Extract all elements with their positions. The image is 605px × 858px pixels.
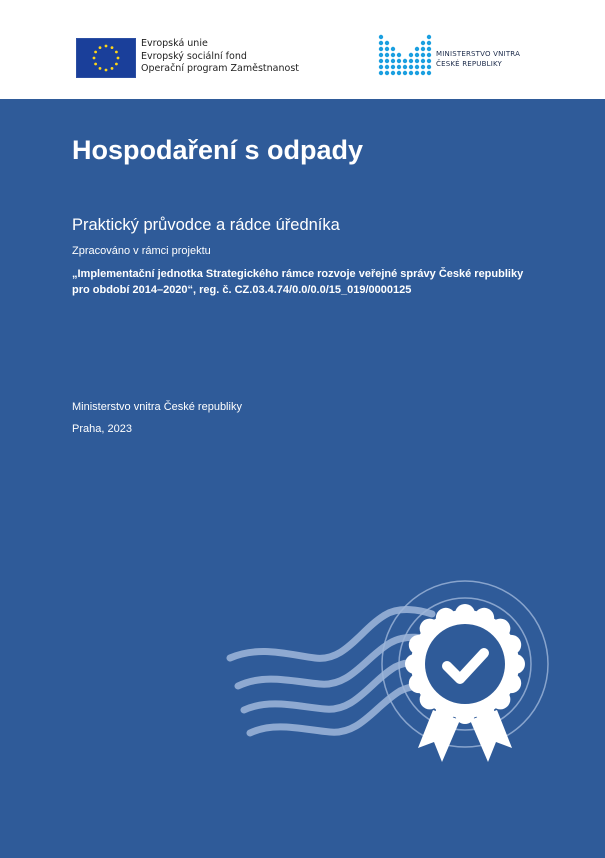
eu-logo-text xyxy=(141,38,299,76)
ministry-logo-line: ČESKÉ REPUBLIKY xyxy=(436,60,503,68)
eu-logo-line: Evropská unie xyxy=(141,38,208,49)
project-intro: Zpracováno v rámci projektu xyxy=(72,245,211,257)
publisher: Ministerstvo vnitra České republiky xyxy=(72,401,242,413)
eu-logo-line: Evropský sociální fond xyxy=(141,50,247,62)
mvcr-dots-icon xyxy=(378,34,432,81)
document-subtitle: Praktický průvodce a rádce úředníka xyxy=(72,216,340,234)
project-name xyxy=(72,266,572,298)
project-line: pro období 2014–2020“, reg. č. CZ.03.4.74/0.0/0.0/15_019/0000125 xyxy=(72,284,412,296)
project-line: „Implementační jednotka Strategického rámce rozvoje veřejné správy České republiky xyxy=(72,268,524,280)
eu-flag-icon xyxy=(76,38,136,78)
ministry-logo-text xyxy=(436,49,520,69)
document-title: Hospodaření s odpady xyxy=(72,135,364,165)
eu-logo-line: Operační program Zaměstnanost xyxy=(141,63,300,74)
cover-body xyxy=(0,99,605,858)
ministry-logo-line: MINISTERSTVO VNITRA xyxy=(436,50,521,58)
place-year: Praha, 2023 xyxy=(72,423,132,435)
cover-header xyxy=(0,0,605,99)
certified-stamp-badge-icon xyxy=(220,570,605,775)
